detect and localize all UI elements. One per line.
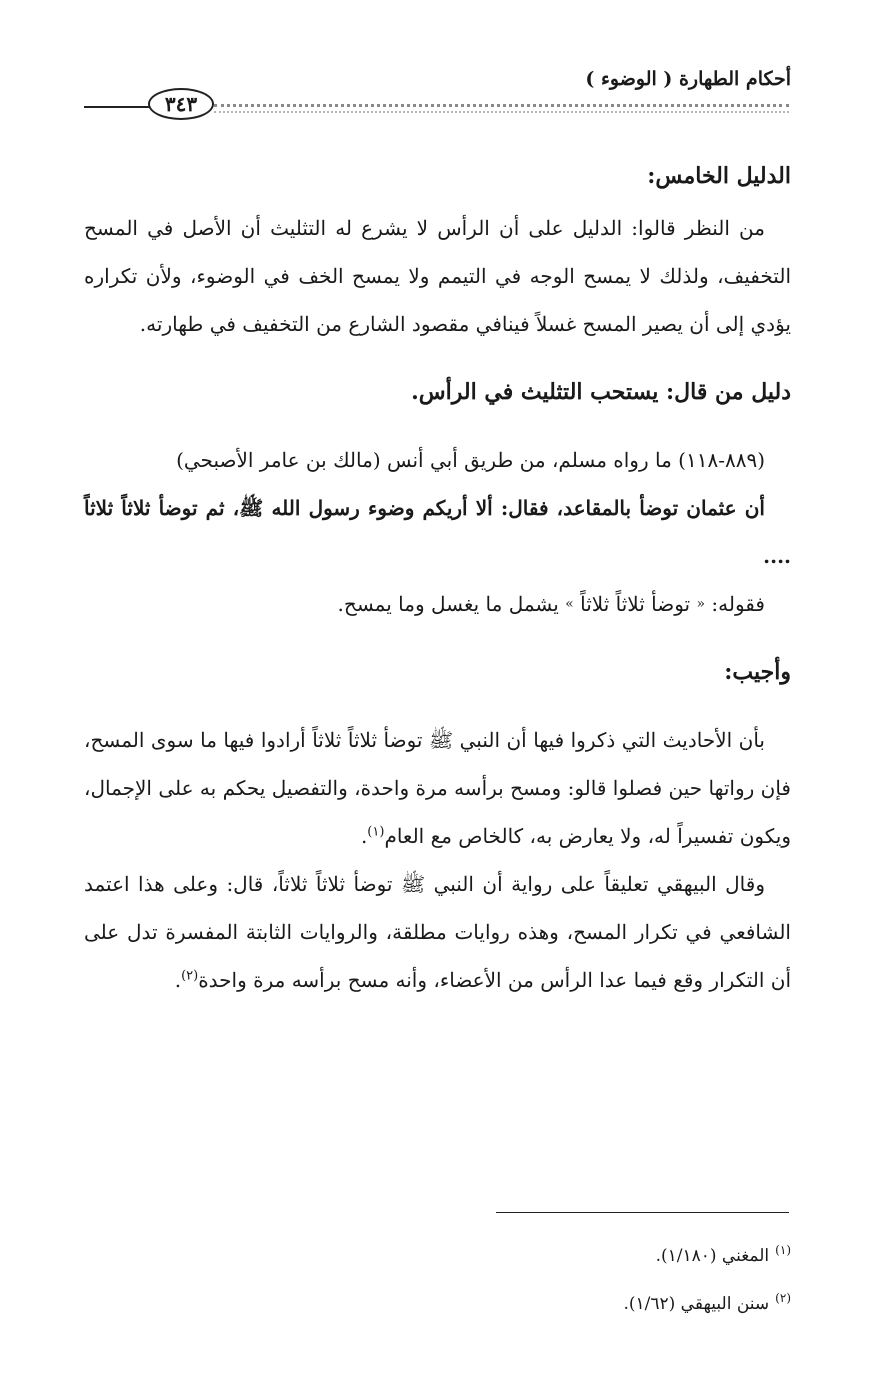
spacer bbox=[84, 628, 791, 648]
footnote-ref-2: (٢) bbox=[181, 968, 199, 984]
heading-evidence-tathlith: دليل من قال: يستحب التثليث في الرأس. bbox=[411, 379, 791, 405]
paragraph-narration: (٨٨٩-١١٨) ما رواه مسلم، من طريق أبي أنس (مالك بن عامر الأصبحي) bbox=[176, 448, 765, 472]
footnotes bbox=[623, 1232, 791, 1328]
main-text bbox=[84, 152, 791, 1004]
hadith-text: أن عثمان توضأ بالمقاعد، فقال: ألا أريكم وضوء رسول الله ﷺ، ثم توضأ ثلاثاً ثلاثاً .... bbox=[84, 496, 791, 568]
footnote-2-text: سنن البيهقي (١/٦٢). bbox=[623, 1294, 770, 1314]
paragraph-interpretation bbox=[84, 580, 791, 628]
heading-fifth-evidence: الدليل الخامس: bbox=[647, 163, 791, 189]
paragraph-bayhaqi bbox=[84, 860, 791, 1004]
bayhaqi-text: وقال البيهقي تعليقاً على رواية أن النبي ﷺ توضأ ثلاثاً ثلاثاً، قال: وعلى هذا اعتمد الشافعي في تكرار المسح، وهذه روايات مطلقة، والروايات الثابتة المفسرة تدل على أن التكرار وقع فيما عدا الرأس من الأعضاء، وأنه مسح برأسه مرة واحدة bbox=[84, 872, 791, 992]
spacer bbox=[84, 416, 791, 436]
response-end: . bbox=[360, 824, 368, 848]
footnote-ref-1: (١) bbox=[367, 824, 385, 840]
running-title: أحكام الطهارة ( الوضوء ) bbox=[585, 68, 791, 90]
paragraph-response bbox=[84, 716, 791, 860]
interpretation-quote: توضأ ثلاثاً ثلاثاً bbox=[580, 592, 691, 616]
quote-open: « bbox=[696, 596, 706, 612]
spacer bbox=[84, 696, 791, 716]
page-number: ٣٤٣ bbox=[148, 88, 214, 120]
footnote-1 bbox=[623, 1232, 791, 1280]
footnote-2-number: (٢) bbox=[775, 1291, 791, 1306]
footnote-2 bbox=[623, 1280, 791, 1328]
spacer bbox=[84, 348, 791, 368]
paragraph-reasoning: من النظر قالوا: الدليل على أن الرأس لا يشرع له التثليث أن الأصل في المسح التخفيف، ولذلك لا يمسح الوجه في التيمم ولا يمسح الخف في الوضوء، ولأن تكراره يؤدي إلى أن يصير المسح غسلاً فينافي مقصود الشارع من التخفيف في طهارته. bbox=[84, 216, 791, 336]
heading-response: وأجيب: bbox=[724, 659, 791, 685]
footnote-1-text: المغني (١/١٨٠). bbox=[655, 1246, 770, 1266]
footnote-1-number: (١) bbox=[775, 1243, 791, 1258]
bayhaqi-end: . bbox=[174, 968, 182, 992]
header-rule-dotted bbox=[214, 104, 789, 107]
response-text: بأن الأحاديث التي ذكروا فيها أن النبي ﷺ توضأ ثلاثاً ثلاثاً أرادوا فيها ما سوى المسح، فإن رواتها حين فصلوا قالو: ومسح برأسه مرة واحدة، والتفصيل يحكم به على الإجمال، ويكون تفسيراً له، ولا يعارض به، كالخاص مع العام bbox=[84, 728, 791, 848]
quote-close: » bbox=[565, 596, 574, 612]
footnote-separator bbox=[496, 1212, 789, 1213]
interpretation-suffix: يشمل ما يغسل وما يمسح. bbox=[337, 592, 559, 616]
header-rule-left bbox=[84, 106, 152, 108]
header-rule-dotted-lower bbox=[214, 111, 789, 113]
interpretation-prefix: فقوله: bbox=[711, 592, 765, 616]
